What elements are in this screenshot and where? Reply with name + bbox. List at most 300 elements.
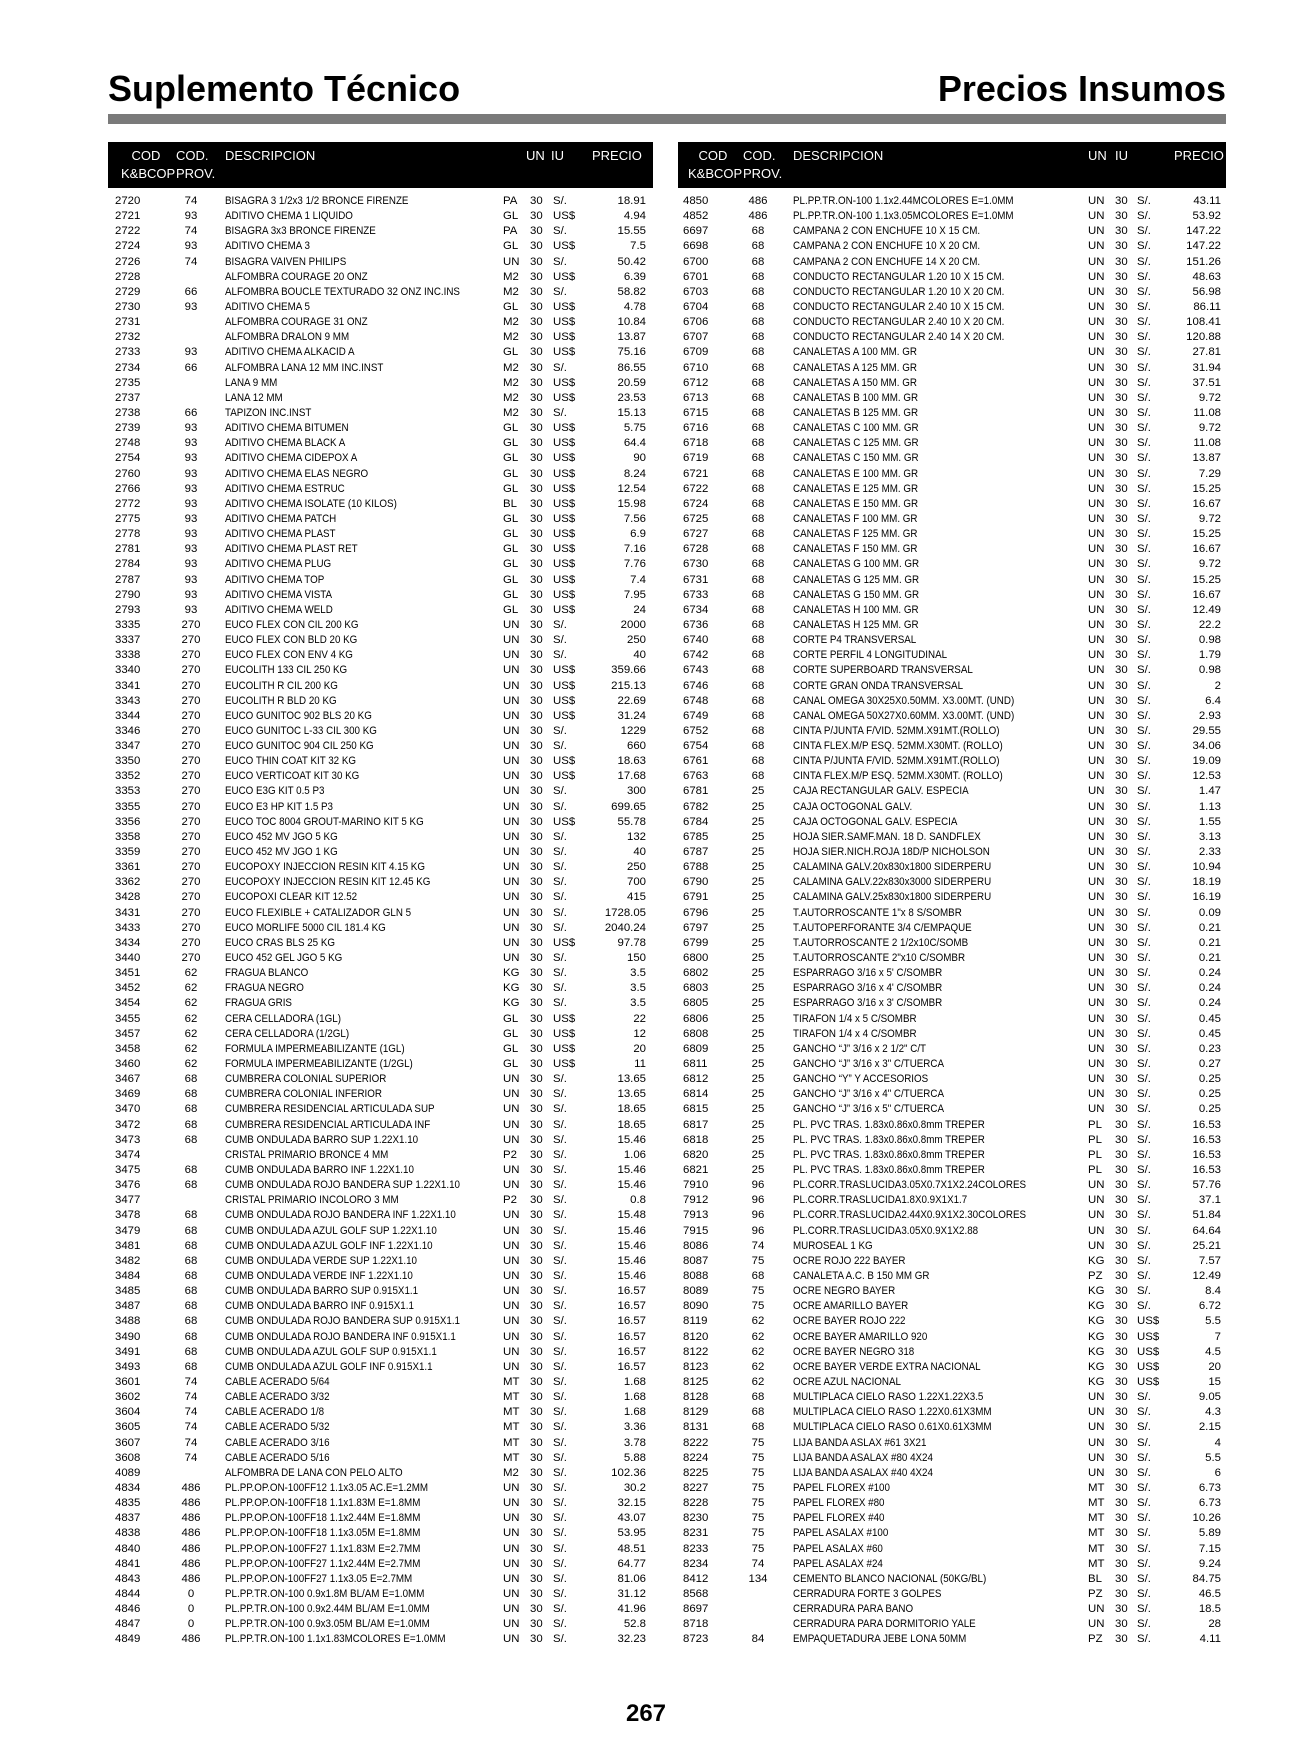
cell-currency: S/. [1137, 1527, 1151, 1540]
cell-currency: US$ [553, 376, 576, 389]
cell-prov: 75 [751, 1300, 765, 1313]
cell-cod: 6806 [683, 1012, 709, 1025]
cell-cod: 6721 [683, 467, 709, 480]
cell-description: CONDUCTO RECTANGULAR 1.20 10 X 20 CM. [793, 285, 1005, 298]
table-row [108, 1072, 653, 1087]
cell-price: 0.8 [630, 1194, 646, 1207]
cell-description: CABLE ACERADO 1/8 [225, 1406, 325, 1419]
cell-description: LIJA BANDA ASALAX #40 4X24 [793, 1466, 933, 1479]
cell-iu: 30 [1115, 740, 1128, 753]
cell-prov: 270 [181, 709, 201, 722]
cell-un: UN [1088, 1042, 1105, 1055]
cell-iu: 30 [1115, 1587, 1128, 1600]
cell-currency: S/. [1137, 1466, 1151, 1479]
cell-prov: 74 [751, 1239, 765, 1252]
cell-prov: 25 [751, 876, 765, 889]
cell-cod: 6784 [683, 815, 709, 828]
header-prov2: PROV. [176, 166, 216, 181]
cell-prov: 486 [181, 1527, 201, 1540]
cell-un: UN [503, 679, 520, 692]
cell-price: 48.51 [617, 1542, 646, 1555]
table-row [678, 1314, 1226, 1329]
cell-prov: 270 [181, 906, 201, 919]
table-row [678, 361, 1226, 376]
cell-currency: S/. [1137, 952, 1151, 965]
cell-prov: 93 [184, 497, 198, 510]
cell-description: FORMULA IMPERMEABILIZANTE (1/2GL) [225, 1058, 413, 1071]
cell-prov: 270 [181, 634, 201, 647]
cell-currency: S/. [1137, 452, 1151, 465]
cell-description: CANALETAS H 100 MM. GR [793, 603, 919, 616]
table-row [678, 1542, 1226, 1557]
table-row [678, 1239, 1226, 1254]
cell-cod: 2739 [115, 422, 141, 435]
cell-currency: S/. [1137, 724, 1151, 737]
cell-prov: 93 [184, 543, 198, 556]
cell-cod: 4840 [115, 1542, 141, 1555]
cell-price: 250 [626, 861, 646, 874]
table-row [108, 209, 653, 224]
table-row [108, 588, 653, 603]
cell-description: CABLE ACERADO 3/16 [225, 1436, 330, 1449]
cell-prov: 75 [751, 1481, 765, 1494]
cell-prov: 74 [184, 1436, 198, 1449]
header-un: UN [526, 148, 545, 163]
cell-iu: 30 [530, 1360, 543, 1373]
cell-iu: 30 [530, 1148, 543, 1161]
cell-price: 20.59 [617, 376, 646, 389]
header-right-title: Precios Insumos [937, 68, 1226, 109]
cell-prov: 25 [751, 1148, 765, 1161]
cell-cod: 6742 [683, 649, 709, 662]
cell-price: 19.09 [1192, 755, 1221, 768]
cell-currency: S/. [1137, 1088, 1151, 1101]
cell-prov: 270 [181, 936, 201, 949]
cell-cod: 6715 [683, 406, 709, 419]
cell-cod: 8129 [683, 1406, 709, 1419]
cell-iu: 30 [1115, 1269, 1128, 1282]
cell-prov: 486 [748, 195, 768, 207]
cell-prov: 68 [184, 1254, 198, 1267]
cell-price: 11.08 [1193, 406, 1221, 419]
cell-iu: 30 [530, 1118, 543, 1131]
cell-description: CAMPANA 2 CON ENCHUFE 10 X 15 CM. [793, 225, 981, 238]
table-row [108, 1178, 653, 1193]
cell-iu: 30 [1115, 240, 1128, 253]
cell-price: 660 [626, 740, 646, 753]
cell-un: UN [1088, 467, 1105, 480]
table-row [108, 1526, 653, 1541]
cell-description: ADITIVO CHEMA ESTRUC [225, 482, 345, 495]
cell-iu: 30 [530, 285, 543, 298]
header-desc: DESCRIPCION [793, 148, 884, 163]
cell-price: 64.64 [1192, 1224, 1221, 1237]
table-row [108, 921, 653, 936]
cell-un: KG [1088, 1315, 1105, 1328]
cell-description: CAJA OCTOGONAL GALV. [793, 800, 913, 813]
cell-description: T.AUTORROSCANTE 1"x 8 S/SOMBR [793, 906, 962, 919]
cell-un: UN [1088, 709, 1105, 722]
table-row [108, 1042, 653, 1057]
cell-description: CORTE SUPERBOARD TRANSVERSAL [793, 664, 973, 677]
cell-un: UN [1088, 391, 1105, 404]
cell-prov: 270 [181, 679, 201, 692]
cell-price: 16.57 [617, 1360, 646, 1373]
cell-currency: S/. [553, 1436, 567, 1449]
cell-description: OCRE BAYER NEGRO 318 [793, 1345, 915, 1358]
cell-cod: 2722 [115, 225, 141, 238]
table-row [108, 1360, 653, 1375]
header-rule [108, 114, 1226, 124]
cell-cod: 6725 [683, 512, 709, 525]
cell-un: UN [503, 861, 520, 874]
table-row [678, 421, 1226, 436]
table-row [108, 1481, 653, 1496]
cell-iu: 30 [530, 785, 543, 798]
cell-cod: 3601 [115, 1375, 141, 1388]
table-row [678, 1330, 1226, 1345]
cell-currency: S/. [1137, 255, 1151, 268]
cell-description: PL.CORR.TRASLUCIDA3.05X0.7X1X2.24COLORES [793, 1179, 1027, 1192]
cell-currency: S/. [1137, 1436, 1151, 1449]
table-row [108, 421, 653, 436]
cell-currency: US$ [553, 815, 576, 828]
cell-un: GL [503, 482, 519, 495]
cell-cod: 3358 [115, 830, 141, 843]
cell-price: 37.1 [1198, 1194, 1221, 1207]
cell-un: GL [503, 300, 519, 313]
cell-price: 12.49 [1192, 1269, 1221, 1282]
cell-cod: 3431 [115, 906, 141, 919]
cell-description: PL. PVC TRAS. 1.83x0.86x0.8mm TREPER [793, 1148, 985, 1161]
cell-prov: 68 [751, 497, 765, 510]
cell-prov: 68 [184, 1133, 198, 1146]
cell-cod: 6736 [683, 618, 709, 631]
cell-currency: S/. [553, 1194, 567, 1207]
cell-description: EUCO THIN COAT KIT 32 KG [225, 755, 357, 768]
cell-description: CANALETAS A 150 MM. GR [793, 376, 917, 389]
cell-prov: 270 [181, 861, 201, 874]
table-row [108, 467, 653, 482]
cell-price: 6.9 [630, 528, 646, 541]
cell-price: 15.25 [1192, 482, 1221, 495]
cell-currency: S/. [1137, 1587, 1151, 1600]
cell-iu: 30 [530, 1406, 543, 1419]
cell-description: CABLE ACERADO 5/32 [225, 1421, 330, 1434]
cell-description: CANALETAS E 100 MM. GR [793, 467, 919, 480]
table-row [678, 936, 1226, 951]
cell-cod: 8230 [683, 1512, 709, 1525]
cell-iu: 30 [1115, 573, 1128, 586]
cell-price: 4 [1214, 1436, 1221, 1449]
table-row [108, 1496, 653, 1511]
cell-prov: 68 [751, 255, 765, 268]
cell-prov: 68 [751, 1391, 765, 1404]
cell-prov: 93 [184, 482, 198, 495]
cell-cod: 4837 [115, 1512, 141, 1525]
cell-currency: S/. [1137, 588, 1151, 601]
cell-iu: 30 [530, 1073, 543, 1086]
cell-currency: S/. [1137, 1239, 1151, 1252]
cell-price: 0.45 [1198, 1012, 1221, 1025]
cell-currency: S/. [1137, 770, 1151, 783]
cell-currency: S/. [1137, 1406, 1151, 1419]
cell-iu: 30 [530, 210, 543, 223]
cell-prov: 74 [184, 1391, 198, 1404]
cell-price: 4.94 [623, 210, 646, 223]
table-row [678, 951, 1226, 966]
cell-price: 16.57 [617, 1345, 646, 1358]
cell-currency: S/. [553, 921, 567, 934]
cell-cod: 2730 [115, 300, 141, 313]
cell-currency: S/. [1137, 225, 1151, 238]
cell-iu: 30 [1115, 1360, 1128, 1373]
page-number: 267 [625, 1700, 667, 1727]
cell-description: CALAMINA GALV.22x830x3000 SIDERPERU [793, 876, 992, 889]
cell-iu: 30 [530, 967, 543, 980]
cell-prov: 68 [751, 331, 765, 344]
cell-description: CANAL OMEGA 30X25X0.50MM. X3.00MT. (UND) [793, 694, 1015, 707]
cell-iu: 30 [530, 1436, 543, 1449]
cell-currency: S/. [1137, 467, 1151, 480]
cell-description: CANAL OMEGA 50X27X0.60MM. X3.00MT. (UND) [793, 709, 1015, 722]
cell-currency: US$ [553, 603, 576, 616]
cell-currency: US$ [553, 528, 576, 541]
cell-iu: 30 [1115, 800, 1128, 813]
cell-currency: US$ [553, 210, 576, 223]
cell-un: UN [503, 1224, 520, 1237]
cell-prov: 68 [751, 755, 765, 768]
table-row [108, 542, 653, 557]
cell-prov: 486 [181, 1481, 201, 1494]
cell-description: CALAMINA GALV.20x830x1800 SIDERPERU [793, 861, 992, 874]
cell-un: UN [503, 1527, 520, 1540]
cell-price: 32.15 [617, 1497, 646, 1510]
cell-iu: 30 [1115, 331, 1128, 344]
cell-price: 7.15 [1198, 1542, 1221, 1555]
table-row [108, 451, 653, 466]
cell-price: 9.05 [1198, 1391, 1221, 1404]
cell-iu: 30 [1115, 588, 1128, 601]
table-row [108, 557, 653, 572]
cell-description: LANA 9 MM [225, 376, 278, 389]
cell-un: UN [1088, 422, 1105, 435]
cell-un: PL [1088, 1148, 1102, 1161]
cell-description: PL.PP.OP.ON-100FF12 1.1x3.05 AC.E=1.2MM [225, 1481, 429, 1494]
cell-cod: 4841 [115, 1557, 141, 1570]
cell-cod: 6710 [683, 361, 709, 374]
cell-un: UN [503, 906, 520, 919]
cell-price: 147.22 [1186, 240, 1221, 253]
cell-un: GL [503, 437, 519, 450]
table-row [678, 255, 1226, 270]
cell-un: UN [503, 1542, 520, 1555]
cell-un: UN [1088, 997, 1105, 1010]
cell-cod: 8120 [683, 1330, 709, 1343]
cell-un: GL [503, 1058, 519, 1071]
cell-currency: S/. [553, 997, 567, 1010]
table-body [678, 194, 1226, 1648]
cell-un: UN [1088, 830, 1105, 843]
cell-cod: 8222 [683, 1436, 709, 1449]
cell-cod: 6763 [683, 770, 709, 783]
cell-price: 5.75 [623, 422, 646, 435]
cell-currency: US$ [1137, 1360, 1160, 1373]
cell-cod: 3607 [115, 1436, 141, 1449]
cell-un: GL [503, 528, 519, 541]
cell-un: UN [1088, 603, 1105, 616]
cell-description: BISAGRA 3x3 BRONCE FIRENZE [225, 225, 376, 238]
cell-description: EMPAQUETADURA JEBE LONA 50MM [793, 1633, 967, 1646]
table-row [678, 194, 1226, 209]
cell-currency: S/. [1137, 1512, 1151, 1525]
cell-iu: 30 [530, 316, 543, 329]
cell-iu: 30 [530, 952, 543, 965]
cell-description: CINTA FLEX.M/P ESQ. 52MM.X30MT. (ROLLO) [793, 770, 1003, 783]
cell-currency: S/. [1137, 846, 1151, 859]
cell-currency: S/. [553, 285, 567, 298]
cell-un: UN [1088, 331, 1105, 344]
cell-cod: 3361 [115, 861, 141, 874]
cell-price: 32.23 [617, 1633, 646, 1646]
table-row [678, 1163, 1226, 1178]
cell-un: KG [1088, 1360, 1105, 1373]
table-row [678, 1299, 1226, 1314]
cell-description: HOJA SIER.SAMF.MAN. 18 D. SANDFLEX [793, 830, 981, 843]
table-row [678, 1224, 1226, 1239]
cell-iu: 30 [530, 1603, 543, 1616]
cell-un: PZ [1088, 1587, 1103, 1600]
cell-price: 1728.05 [604, 906, 646, 919]
cell-prov: 62 [184, 982, 198, 995]
cell-prov: 75 [751, 1527, 765, 1540]
cell-cod: 3474 [115, 1148, 141, 1161]
cell-cod: 4852 [683, 210, 709, 223]
cell-currency: S/. [1137, 1542, 1151, 1555]
cell-iu: 30 [530, 1042, 543, 1055]
cell-currency: S/. [1137, 391, 1151, 404]
cell-description: CUMB ONDULADA ROJO BANDERA INF 1.22X1.10 [225, 1209, 456, 1222]
cell-un: M2 [503, 316, 519, 329]
table-row [108, 1617, 653, 1632]
cell-description: CAMPANA 2 CON ENCHUFE 10 X 20 CM. [793, 240, 981, 253]
cell-description: LIJA BANDA ASLAX #61 3X21 [793, 1436, 927, 1449]
cell-un: GL [503, 467, 519, 480]
cell-un: PA [503, 225, 518, 238]
cell-price: 1.68 [623, 1391, 646, 1404]
cell-description: CINTA P/JUNTA F/VID. 52MM.X91MT.(ROLLO) [793, 755, 1000, 768]
cell-iu: 30 [1115, 270, 1128, 283]
cell-description: ADITIVO CHEMA 3 [225, 240, 310, 253]
table-row [678, 436, 1226, 451]
cell-description: FRAGUA GRIS [225, 997, 292, 1010]
cell-currency: S/. [553, 740, 567, 753]
cell-iu: 30 [530, 1542, 543, 1555]
cell-iu: 30 [530, 770, 543, 783]
cell-un: PA [503, 195, 518, 207]
table-row [678, 1496, 1226, 1511]
table-row [678, 573, 1226, 588]
cell-price: 250 [626, 634, 646, 647]
cell-iu: 30 [530, 240, 543, 253]
cell-un: UN [1088, 1209, 1105, 1222]
cell-price: 22.2 [1198, 618, 1221, 631]
cell-cod: 8131 [683, 1421, 709, 1434]
cell-currency: S/. [1137, 982, 1151, 995]
cell-price: 9.72 [1198, 512, 1221, 525]
cell-description: CUMBRERA COLONIAL INFERIOR [225, 1088, 382, 1101]
cell-un: UN [503, 649, 520, 662]
cell-prov: 68 [184, 1179, 198, 1192]
cell-prov: 75 [751, 1466, 765, 1479]
cell-prov: 68 [184, 1300, 198, 1313]
cell-currency: S/. [553, 1239, 567, 1252]
cell-description: CANALETAS F 125 MM. GR [793, 528, 918, 541]
table-row [678, 1118, 1226, 1133]
cell-iu: 30 [530, 1209, 543, 1222]
cell-description: CUMB ONDULADA AZUL GOLF INF 0.915X1.1 [225, 1360, 433, 1373]
cell-cod: 3344 [115, 709, 141, 722]
table-row [108, 224, 653, 239]
cell-iu: 30 [530, 1315, 543, 1328]
cell-price: 359.66 [611, 664, 646, 677]
table-row [108, 1632, 653, 1647]
table-row [678, 527, 1226, 542]
cell-prov: 68 [751, 1406, 765, 1419]
cell-currency: US$ [553, 270, 576, 283]
cell-currency: S/. [553, 1466, 567, 1479]
cell-price: 84.75 [1192, 1572, 1221, 1585]
cell-iu: 30 [1115, 1179, 1128, 1192]
cell-price: 0.27 [1198, 1058, 1221, 1071]
cell-price: 3.78 [623, 1436, 646, 1449]
cell-price: 9.72 [1198, 558, 1221, 571]
cell-un: UN [1088, 618, 1105, 631]
cell-un: UN [503, 1497, 520, 1510]
cell-currency: S/. [1137, 270, 1151, 283]
table-row [678, 376, 1226, 391]
table-row [108, 1269, 653, 1284]
table-row [678, 1072, 1226, 1087]
cell-description: GANCHO “Y” Y ACCESORIOS [793, 1073, 929, 1086]
cell-cod: 6790 [683, 876, 709, 889]
cell-un: UN [503, 664, 520, 677]
cell-currency: S/. [1137, 1254, 1151, 1267]
cell-cod: 6811 [683, 1058, 708, 1071]
cell-prov: 93 [184, 422, 198, 435]
table-row [678, 285, 1226, 300]
cell-cod: 6821 [683, 1164, 709, 1176]
cell-cod: 2778 [115, 528, 141, 541]
cell-price: 2.33 [1198, 846, 1221, 859]
cell-currency: S/. [1137, 755, 1151, 768]
cell-iu: 30 [1115, 1194, 1128, 1207]
cell-un: UN [1088, 482, 1105, 495]
table-row [678, 1042, 1226, 1057]
cell-iu: 30 [530, 573, 543, 586]
table-row [108, 830, 653, 845]
cell-iu: 30 [530, 740, 543, 753]
table-row [108, 784, 653, 799]
cell-cod: 3433 [115, 921, 141, 934]
cell-cod: 3458 [115, 1042, 141, 1055]
cell-iu: 30 [530, 300, 543, 313]
cell-un: M2 [503, 376, 519, 389]
cell-cod: 4089 [115, 1466, 141, 1479]
cell-cod: 3338 [115, 649, 141, 662]
cell-prov: 74 [184, 225, 198, 238]
cell-cod: 3493 [115, 1360, 141, 1373]
